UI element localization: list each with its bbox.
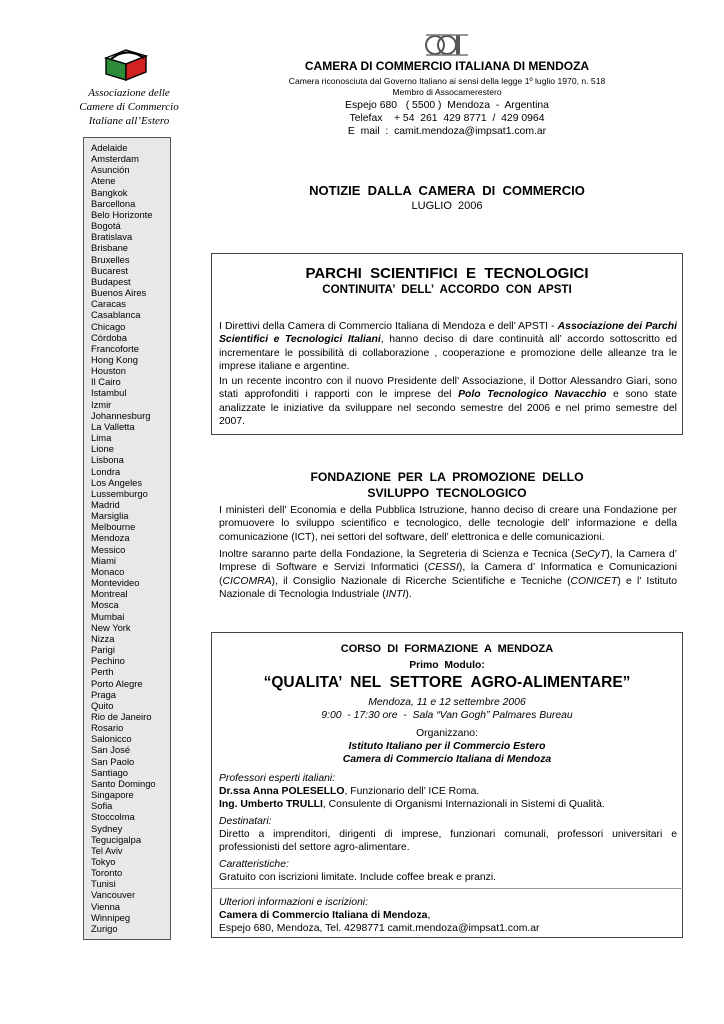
city-item: Mendoza [91,532,130,544]
chamber-title: CAMERA DI COMMERCIO ITALIANA DI MENDOZA [304,59,590,73]
professor-role: , Consulente di Organismi Internazionali in Sistemi di Qualità. [322,799,605,810]
city-item: Santiago [91,766,129,778]
city-item: Francoforte [91,342,139,354]
city-item: Miami [91,554,116,566]
city-item: Sydney [91,822,123,834]
city-item: Belo Horizonte [91,208,153,220]
corso-date: Mendoza, 11 e 12 settembre 2006 [368,697,526,708]
association-line: Camere di Commercio [79,101,179,113]
city-item: Monaco [91,565,125,577]
professor-role: , Funzionario dell’ ICE Roma. [344,786,480,797]
city-item: Il Cairo [91,376,121,388]
city-item: Atene [91,175,116,187]
chamber-address: Espejo 680 ( 5500 ) Mendoza - Argentina [345,100,549,111]
city-item: Adelaide [91,142,128,153]
text-run: ), la Camera d’ Imprese di Software e Servizi Informatici ( [219,549,677,574]
acronym: INTI [385,589,406,601]
association-line: Italiane all’Estero [88,115,170,127]
city-item: Istambul [91,387,127,399]
cci-logo [424,31,470,59]
divider [211,888,683,889]
city-item: Montevideo [91,577,140,589]
corso-organizers-heading: Organizzano: [416,728,478,739]
text-run: e sono state analizzate le iniziative da sviluppare nel secondo semestre del 2006 e nel primo semestre del 2007. [219,389,678,428]
city-item: Amsterdam [91,153,139,165]
city-item: La Valletta [91,420,135,432]
association-line: Associazione delle [88,87,170,99]
city-item: Lione [91,443,114,455]
city-item: Barcellona [91,197,136,209]
chamber-telefax: Telefax + 54 261 429 8771 / 429 0964 [349,113,545,124]
polo-navacchio: Polo Tecnologico Navacchio [458,389,607,401]
city-item: Mosca [91,599,119,611]
city-item: Montreal [91,588,128,600]
city-item: Santo Domingo [91,777,156,789]
city-item: Messico [91,543,126,555]
city-item: Los Angeles [91,476,143,488]
section-parchi-paragraph-1 [219,320,677,374]
section-fondazione-title [211,469,683,501]
corso-features: Gratuito con iscrizioni limitate. Include coffee break e pranzi. [219,872,497,883]
text-run: ), la Camera d’ Informatica e Comunicazioni ( [219,562,677,587]
corso-organizer: Istituto Italiano per il Commercio Estero [348,741,546,752]
info-org-name: Camera di Commercio Italiana di Mendoza [219,910,428,921]
city-item: Houston [91,365,126,377]
title-line: FONDAZIONE PER LA PROMOZIONE DELLO [310,470,584,484]
cities-list [83,137,171,940]
city-item: Lussemburgo [91,487,148,499]
section-corso-title: CORSO DI FORMAZIONE A MENDOZA [340,643,554,655]
city-item: Rosario [91,722,124,734]
city-item: Lima [91,432,112,444]
corso-features-heading: Caratteristiche: [219,859,289,870]
city-item: Tokyo [91,856,116,867]
city-item: Bucarest [91,264,128,276]
acronym: SeCyT [574,549,607,560]
city-item: Singapore [91,789,134,801]
city-item: Izmir [91,398,112,410]
city-item: Bangkok [91,186,128,198]
corso-info-heading: Ulteriori informazioni e iscrizioni: [219,897,368,908]
corso-info-contact[interactable]: Espejo 680, Mendoza, Tel. 4298771 camit.mendoza@impsat1.com.ar [219,923,540,934]
corso-modulo: Primo Modulo: [409,660,485,671]
assocamerestero-logo [96,44,152,84]
corso-info-org [219,909,677,922]
city-item: Tunisi [91,878,116,890]
city-item: San José [91,744,131,756]
city-item: New York [91,621,131,633]
city-item: Bratislava [91,231,133,243]
city-item: Nizza [91,632,115,644]
city-item: Asunción [91,164,130,176]
corso-time-venue: 9:00 - 17:30 ore - Sala “Van Gogh” Palmares Bureau [321,710,573,721]
professor-name: Ing. Umberto TRULLI [219,799,323,810]
city-item: Londra [91,465,121,477]
city-item: Lisbona [91,454,124,466]
city-item: Toronto [91,867,123,879]
corso-organizer: Camera di Commercio Italiana di Mendoza [342,754,552,765]
apsti-name: Associazione dei Parchi Scientifici e Tecnologici Italiani [219,321,677,346]
acronym: CONICET [570,575,618,587]
acronym: CESSI [427,562,459,574]
professor-name: Dr.ssa Anna POLESELLO [219,786,345,797]
chamber-membership: Membro di Assocamerestero [392,87,502,97]
city-item: Vienna [91,900,121,912]
section-parchi-subtitle: CONTINUITA’ DELL’ ACCORDO CON APSTI [322,283,572,296]
text-run: , [427,910,431,921]
association-name [60,86,198,128]
city-item: Porto Alegre [91,677,143,689]
city-item: Bogotá [91,220,121,232]
city-item: Marsiglia [91,510,129,522]
text-run: I Direttivi della Camera di Commercio Italiana di Mendoza e dell’ APSTI - [219,321,558,332]
city-item: Zurigo [91,922,118,934]
city-item: Stoccolma [91,811,135,823]
text-run: , hanno deciso di dare continuità all’ accordo sottoscritto ed incrementare le possibilità di collaborazione , cooperazione e promozione delle alleanze tra le imprese italiane e argentine. [219,334,677,373]
city-item: Casablanca [91,309,141,321]
newsletter-title: NOTIZIE DALLA CAMERA DI COMMERCIO [309,183,585,198]
city-item: Quito [91,699,114,711]
city-item: Perth [91,666,114,678]
city-item: Praga [91,688,117,700]
section-parchi-title: PARCHI SCIENTIFICI E TECNOLOGICI [305,265,589,282]
city-item: Parigi [91,644,115,656]
section-fondazione-paragraph-1: I ministeri dell’ Economia e della Pubblica Istruzione, hanno deciso di creare una Fondazione per promuovere lo sviluppo scientifico e tecnologico, delle tecnologie dell’ informazione e della comunicazione (ICT), nei settori del software, dell’ elettronica e delle comunicazioni. [219,505,677,543]
city-item: Madrid [91,499,120,510]
city-item: Chicago [91,320,126,332]
corso-audience: Diretto a imprenditori, dirigenti di imprese, funzionari comunali, professori universitari e professionisti del settore agro-alimentare. [219,829,677,854]
text-run: ). [405,589,412,601]
city-item: Sofia [91,800,113,812]
city-item: Salonicco [91,733,132,745]
city-item: Winnipeg [91,911,131,923]
city-item: Tel Aviv [91,844,123,856]
text-run: ) e l’ Istituto Nazionale di Tecnologia Industriale ( [219,575,677,601]
city-item: Tegucigalpa [91,833,142,845]
city-item: Pechino [91,655,125,667]
section-fondazione-paragraph-2 [219,548,677,602]
acronym: CICOMRA [222,575,272,587]
title-line: SVILUPPO TECNOLOGICO [367,486,527,500]
corso-audience-heading: Destinatari: [219,816,272,827]
chamber-recognition: Camera riconosciuta dal Governo Italiano ai sensi della legge 1º luglio 1970, n. 518 [288,76,606,86]
text-run: Inoltre saranno parte della Fondazione, la Segreteria di Scienza e Tecnica ( [219,549,575,560]
corso-professor [219,798,677,811]
city-item: Budapest [91,275,131,287]
corso-professors-heading: Professori esperti italiani: [219,773,336,784]
chamber-email[interactable]: E mail : camit.mendoza@impsat1.com.ar [347,126,547,137]
text-run: ), il Consiglio Nazionale di Ricerche Scientifiche e Tecniche ( [271,575,571,587]
city-item: Córdoba [91,331,127,343]
section-parchi-paragraph-2 [219,375,677,429]
newsletter-date: LUGLIO 2006 [411,200,483,212]
text-run: In un recente incontro con il nuovo Presidente dell’ Associazione, il Dottor Alessandro Giari, sono stati approfonditi i rapporti con le imprese del [219,376,677,401]
city-item: Buenos Aires [91,287,147,299]
corso-professor [219,785,677,798]
city-item: Vancouver [91,889,136,901]
city-item: Bruxelles [91,253,130,265]
corso-headline: “QUALITA’ NEL SETTORE AGRO-ALIMENTARE” [263,674,631,691]
city-item: San Paolo [91,755,135,767]
city-item: Caracas [91,298,126,310]
city-item: Rio de Janeiro [91,710,152,722]
city-item: Johannesburg [91,409,151,421]
city-item: Hong Kong [91,353,138,365]
city-item: Brisbane [91,242,129,254]
city-item: Melbourne [91,521,136,533]
city-item: Mumbai [91,610,125,622]
